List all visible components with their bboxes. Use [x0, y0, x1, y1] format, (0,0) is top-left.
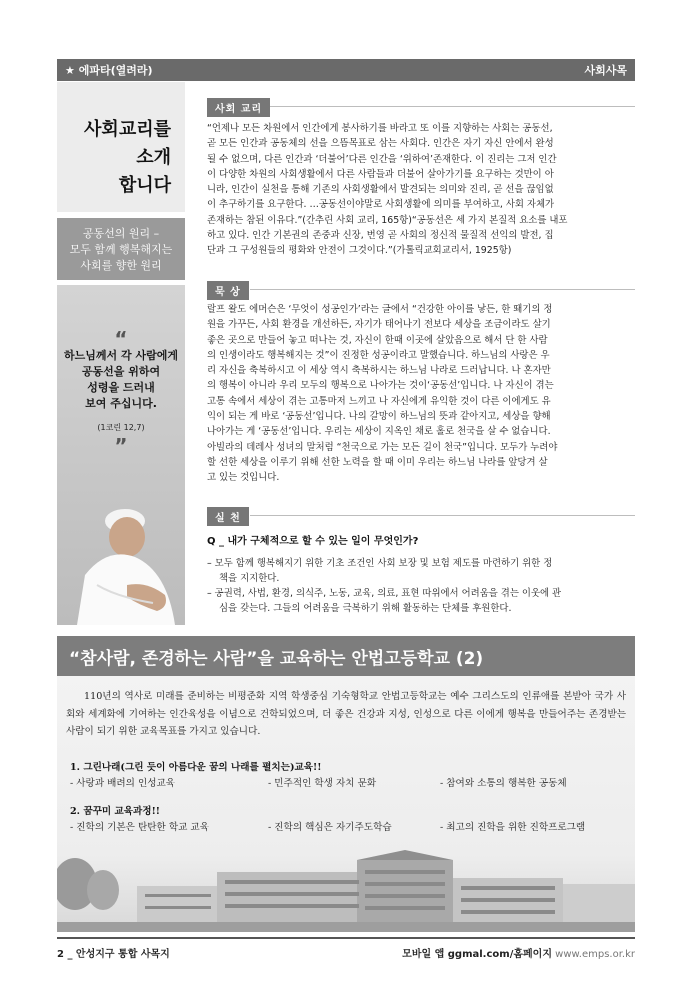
text-line: 좋은 곳으로 만들어 놓고 떠나는 것, 자신이 한때 이곳에 살았음으로 해서 단 한 사람 [207, 334, 548, 346]
meditation-paragraph [207, 302, 635, 486]
header-category: 사회사목 [584, 64, 627, 77]
principle-subtitle: 공동선의 원리 – 모두 함께 행복해지는 사회를 향한 원리 [57, 218, 185, 280]
footer-website-link[interactable]: www.emps.or.kr [555, 949, 635, 960]
section-label-doctrine: 사회 교리 [207, 98, 270, 117]
footer-app-label: 모바일 앱 ggmal.com/홈페이지 [402, 949, 552, 960]
text-line: 의 행복이 아니라 우리 모두의 행복으로 나아가는 것이‘공동선’입니다. 나 자신이 겪는 [207, 380, 554, 392]
text-line: 하고 있다. 인간 기본권의 존중과 신장, 번영 곧 사회의 정신적 물질적 선익의 발전, 집 [207, 230, 554, 242]
quote-close-mark: ” [114, 434, 128, 458]
scripture-quote: 하느님께서 각 사람에게 공동선을 위하여 성령을 드러내 보여 주십니다. [64, 349, 178, 410]
text-line: 고통 속에서 세상이 겪는 고통마저 느끼고 나 자신에게 유익한 것이 다른 이에게도 유 [207, 395, 551, 407]
section-divider [270, 106, 635, 107]
goal-item: - 참여와 소통의 행복한 공동체 [440, 778, 567, 789]
text-line: 니라, 인간이 실천을 통해 기존의 사회생활에서 발견되는 의미와 진리, 곧 선을 끊임없 [207, 184, 554, 196]
goal-item: - 민주적인 학생 자치 문화 [268, 778, 377, 789]
goal-heading-1: 1. 그린나래(그린 듯이 아름다운 꿈의 나래를 펼치는)교육!! [70, 762, 322, 773]
text-line: 나아가는 게 ‘공동선’입니다. 우리는 세상이 지옥인 채로 홀로 천국을 살 수 없습니다. [207, 426, 551, 438]
header-title: ★ 에파타(열려라) [65, 64, 153, 77]
goal-item: - 최고의 진학을 위한 진학프로그램 [440, 822, 586, 833]
text-line: 아빌라의 데레사 성녀의 말처럼 “천국으로 가는 모든 길이 천국”입니다. 모두가 누려야 [207, 441, 558, 453]
header-bar [57, 59, 635, 81]
section-divider [250, 515, 635, 516]
text-line: 단과 그 구성원들의 평화와 안전이 그것이다.”(가톨릭교회교리서, 1925항) [207, 245, 512, 257]
article-intro: 110년의 역사로 미래를 준비하는 비평준화 지역 학생중심 기숙형학교 안법고등학교는 예수 그리스도의 인류애를 본받아 국가 사회와 세계화에 기여하는 인간육성을 이념으로 건학되었으며, 더 좋은 건강과 지성, 인성으로 다른 이에게 행복을 만들어주는 존경받는 사람이 되기 위한 교육목표를 가지고 있습니다. [66, 691, 626, 737]
footer-divider [57, 937, 635, 939]
goal-heading-2: 2. 꿈꾸미 교육과정!! [70, 806, 160, 817]
scripture-citation: (1코린 12,7) [97, 423, 145, 432]
text-line: “언제나 모든 차원에서 인간에게 봉사하기를 바라고 또 이를 지향하는 사회는 공동선, [207, 123, 553, 134]
text-line: 이 다양한 차원의 사회생활에서 다른 사람들과 더불어 살아가기를 요구하는 것만이 아 [207, 168, 554, 180]
page-title: 사회교리를 소개 합니다 [84, 119, 171, 196]
text-line: 될 수 없으며, 다른 인간과 ‘더불어’다른 인간을 ‘위하여’존재한다. 이 진리는 그저 인간 [207, 153, 557, 165]
practice-bullet: – 공권력, 사법, 환경, 의식주, 노동, 교육, 의료, 표현 따위에서 어려움을 겪는 이웃에 관 심을 갖는다. 그들의 어려움을 극복하기 위해 활동하는 단체를 후원한다. [207, 588, 562, 614]
text-line: 익이 되는 게 바로 ‘공동선’입니다. 나의 갈망이 하느님의 뜻과 같아지고, 세상을 향해 [207, 411, 551, 423]
goal-item: - 진학의 기본은 탄탄한 학교 교육 [70, 822, 209, 833]
text-line: 곧 모든 인간과 공동체의 선을 으뜸목표로 삼는 사회다. 인간은 자기 자신 안에서 완성 [207, 138, 554, 150]
goal-item: - 사랑과 배려의 인성교육 [70, 778, 176, 789]
section-divider [250, 289, 635, 290]
title-panel [57, 82, 185, 212]
text-line: 랄프 왈도 에머슨은 ‘무엇이 성공인가’라는 글에서 “건강한 아이를 낳든, 한 뙈기의 정 [207, 304, 553, 315]
practice-question: Q _ 내가 구체적으로 할 수 있는 일이 무엇인가? [207, 536, 419, 547]
goal-item: - 진학의 핵심은 자기주도학습 [268, 822, 392, 833]
text-line: 원을 가꾸든, 사회 환경을 개선하든, 자기가 태어나기 전보다 세상을 조금이라도 살기 [207, 319, 551, 331]
text-line: 고 있는 것입니다. [207, 472, 280, 484]
text-line: 존재하는 참된 이유다.”(간추린 사회 교리, 165항)“공동선은 세 가지 본질적 요소를 내포 [207, 214, 568, 226]
text-line: 의 인생이라도 행복해지는 것”이 진정한 성공이라고 말했습니다. 하느님의 사랑은 우 [207, 349, 550, 361]
text-line: 리 자신을 축복하시고 이 세상 역시 축복하시는 하느님 나라로 드러납니다. 나 혼자만 [207, 365, 551, 377]
section-label-meditation: 묵 상 [207, 281, 249, 300]
article-title: “참사람, 존경하는 사람”을 교육하는 안법고등학교 (2) [69, 649, 484, 669]
section-label-practice: 실 천 [207, 507, 249, 526]
article-banner [57, 636, 635, 676]
footer-page-info: 2 _ 안성지구 통합 사목지 [57, 949, 170, 960]
quote-open-mark: “ [114, 327, 128, 351]
footer-contact [402, 945, 635, 960]
text-line: 할 선한 세상을 이루기 위해 선한 노력을 할 때 이미 우리는 하느님 나라를 앞당겨 살 [207, 456, 548, 468]
text-line: 이 추구하기를 요구한다. …공동선이야말로 사회생활에 의미를 부여하고, 사회 자체가 [207, 199, 555, 211]
doctrine-paragraph [207, 121, 635, 259]
practice-bullet: – 모두 함께 행복해지기 위한 기초 조건인 사회 보장 및 보험 제도를 마련하기 위한 정 책을 지지한다. [207, 558, 553, 584]
